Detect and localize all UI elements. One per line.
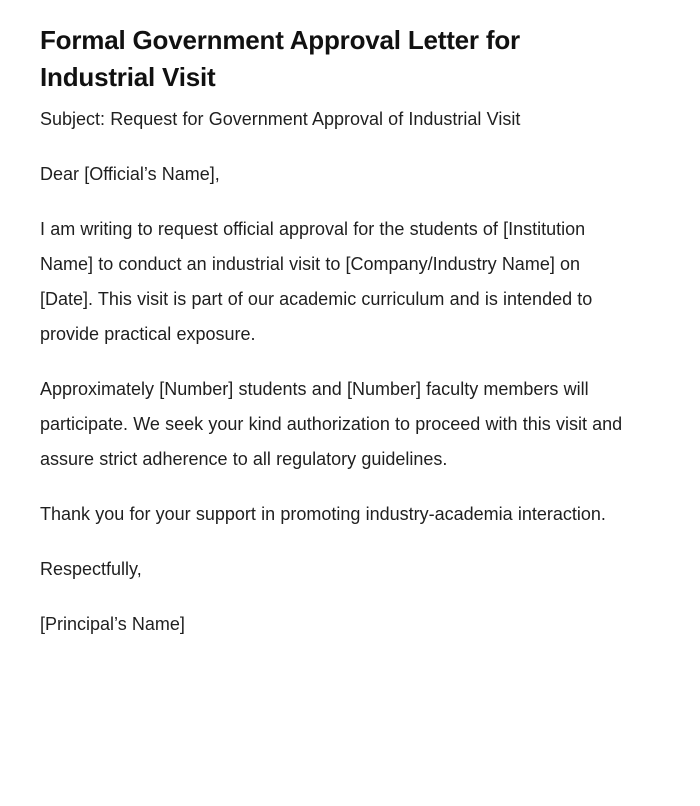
body-paragraph-1: I am writing to request official approval for the students of [Institution Name] to conduct an industrial visit to [Company/Industry Name] on [Date]. This visit is part of our academic curriculum and is intended to provide practical exposure. [40,219,593,344]
closing-line: Respectfully, [40,559,142,579]
signature-line: [Principal’s Name] [40,614,185,634]
page-title: Formal Government Approval Letter for Industrial Visit [40,25,520,92]
salutation: Dear [Official’s Name], [40,164,220,184]
subject-line: Subject: Request for Government Approval of Industrial Visit [40,109,521,129]
body-paragraph-3: Thank you for your support in promoting industry-academia interaction. [40,504,606,524]
body-paragraph-2: Approximately [Number] students and [Number] faculty members will participate. We seek your kind authorization to proceed with this visit and assure strict adherence to all regulatory guidelines. [40,379,623,469]
